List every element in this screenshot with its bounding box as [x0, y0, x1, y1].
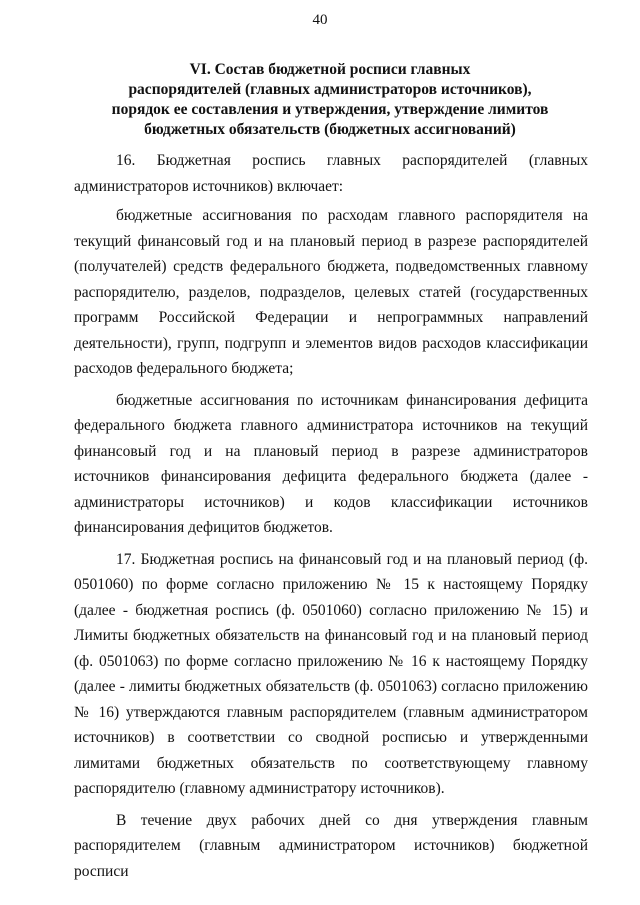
paragraph-17-continuation: В течение двух рабочих дней со дня утверждения главным распорядителем (главным администратором источников) бюджетной росписи	[74, 811, 588, 880]
section-heading-line-2: распорядителей (главных администраторов источников),	[128, 81, 532, 98]
paragraph-16-expense-allocations: бюджетные ассигнования по расходам главного распорядителя на текущий финансовый год и на плановый период в разрезе распорядителей (получателей) средств федерального бюджета, подведомственных главному распорядителю, разделов, подразделов, целевых статей (государственных программ Российской Федерации и непрограммных направлений деятельности), групп, подгрупп и элементов видов расходов классификации расходов федерального бюджета;	[74, 207, 588, 377]
document-body	[74, 148, 588, 890]
page-number: 40	[312, 12, 328, 28]
paragraph-16-deficit-financing-allocations: бюджетные ассигнования по источникам финансирования дефицита федерального бюджета главного администратора источников на текущий финансовый год и на плановый период в разрезе администраторов источников финансирования дефицита федерального бюджета (далее - администраторы источников) и кодов классификации источников финансирования дефицитов бюджетов.	[74, 391, 588, 536]
section-heading-line-4: бюджетных обязательств (бюджетных ассигнований)	[144, 121, 516, 138]
section-heading-line-3: порядок ее составления и утверждения, утверждение лимитов	[111, 101, 549, 118]
paragraph-16: 16. Бюджетная роспись главных распорядителей (главных администраторов источников) включает:	[74, 152, 588, 195]
section-heading-line-1: VI. Состав бюджетной росписи главных	[189, 61, 471, 78]
paragraph-17: 17. Бюджетная роспись на финансовый год и на плановый период (ф. 0501060) по форме согласно приложению № 15 к настоящему Порядку (далее - бюджетная роспись (ф. 0501060) согласно приложению № 15) и Лимиты бюджетных обязательств на финансовый год и на плановый период (ф. 0501063) по форме согласно приложению № 16 к настоящему Порядку (далее - лимиты бюджетных обязательств (ф. 0501063) согласно приложению № 16) утверждаются главным распорядителем (главным администратором источников) в соответствии со сводной росписью и утвержденными лимитами бюджетных обязательств по соответствующему главному распорядителю (главному администратору источников).	[74, 550, 588, 797]
section-heading	[70, 60, 590, 140]
